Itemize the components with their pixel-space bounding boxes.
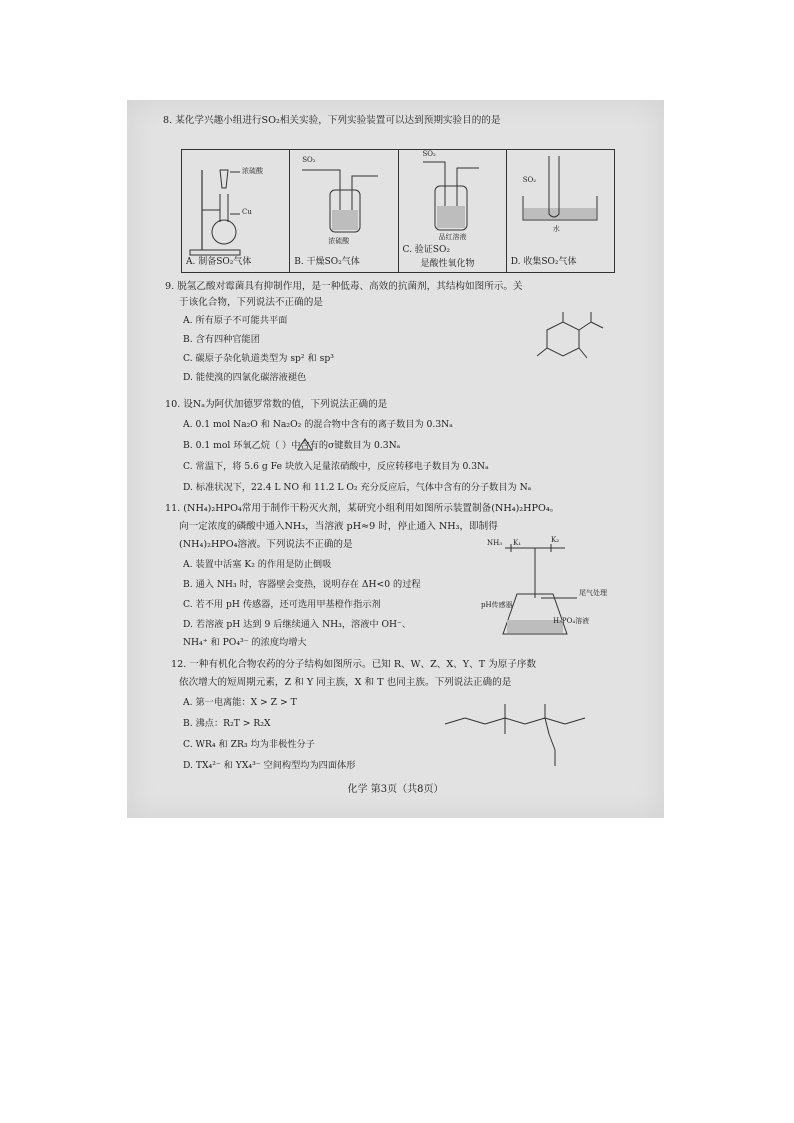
label-so2-b: SO₂ [302, 156, 316, 164]
q11-option-c[interactable]: C. 若不用 pH 传感器，还可选用甲基橙作指示剂 [183, 599, 381, 610]
q8-stem: 8. 某化学兴趣小组进行SO₂相关实验，下列实验装置可以达到预期实验目的的是 [163, 115, 501, 126]
label-h3po4-solution: H₃PO₄溶液 [553, 617, 590, 625]
apparatus-a-diagram [182, 150, 290, 272]
q9-option-c[interactable]: C. 碳原子杂化轨道类型为 sp² 和 sp³ [183, 353, 334, 364]
label-nh3: NH₃ [487, 539, 503, 547]
q11-stem-line1: 11. (NH₄)₂HPO₄常用于制作干粉灭火剂，某研究小组利用如图所示装置制备(NH₄)₂HPO₄。 [165, 503, 560, 514]
label-k2: K₂ [551, 536, 560, 544]
q10-option-b[interactable]: B. 0.1 mol 环氧乙烷（ ）中含有的σ键数目为 0.3Nₐ [183, 440, 401, 451]
label-conc-sulfuric-b: 浓硫酸 [328, 237, 350, 245]
label-cu: Cu [242, 208, 252, 216]
q12-option-a[interactable]: A. 第一电离能：X > Z > T [183, 697, 297, 708]
q9-option-a[interactable]: A. 所有原子不可能共平面 [183, 315, 288, 326]
dehydroacetic-acid-structure [527, 308, 607, 378]
label-conc-sulfuric: 浓硫酸 [242, 167, 263, 175]
q8-cell-d [507, 150, 614, 272]
exam-page-photo [127, 100, 664, 818]
q11-option-b[interactable]: B. 通入 NH₃ 时，容器壁会变热，说明存在 ΔH<0 的过程 [183, 579, 421, 590]
q8-option-d[interactable]: D. 收集SO₂气体 [510, 257, 577, 267]
q12-option-d[interactable]: D. TX₄²⁻ 和 YX₄³⁻ 空间构型均为四面体形 [183, 760, 356, 771]
label-tail-gas: 尾气处理 [579, 589, 607, 597]
q11-stem-line2: 向一定浓度的磷酸中通入NH₃，当溶液 pH≈9 时，停止通入 NH₃，即制得 [179, 521, 498, 532]
q12-option-c[interactable]: C. WR₄ 和 ZR₃ 均为非极性分子 [183, 739, 315, 750]
apparatus-b-diagram [290, 150, 398, 272]
q11-option-d-line2: NH₄⁺ 和 PO₄³⁻ 的浓度均增大 [183, 637, 307, 648]
label-k1: K₁ [513, 539, 522, 547]
q11-stem-line3: (NH₄)₂HPO₄溶液。下列说法不正确的是 [179, 539, 353, 550]
q12-stem-line2: 依次增大的短周期元素，Z 和 Y 同主族，X 和 T 也同主族。下列说法正确的是 [179, 677, 512, 688]
q9-option-b[interactable]: B. 含有四种官能团 [183, 334, 260, 345]
q12-stem-line1: 12. 一种有机化合物农药的分子结构如图所示。已知 R、W、Z、X、Y、T 为原子序数 [171, 659, 537, 670]
ethylene-oxide-icon [295, 437, 315, 453]
q10-option-d[interactable]: D. 标准状况下，22.4 L NO 和 11.2 L O₂ 充分反应后，气体中含有的分子数目为 Nₐ [183, 482, 532, 493]
q8-cell-c [399, 150, 507, 272]
q10-option-c[interactable]: C. 常温下，将 5.6 g Fe 块放入足量浓硝酸中，反应转移电子数目为 0.3Nₐ [183, 461, 489, 472]
q10-option-a[interactable]: A. 0.1 mol Na₂O 和 Na₂O₂ 的混合物中含有的离子数目为 0.3Nₐ [183, 419, 453, 430]
q9-stem-line1: 9. 脱氢乙酸对霉菌具有抑制作用，是一种低毒、高效的抗菌剂，其结构如图所示。关 [165, 281, 523, 292]
label-so2-d: SO₂ [522, 176, 537, 184]
label-so2-c: SO₂ [422, 150, 436, 158]
q8-option-b[interactable]: B. 干燥SO₂气体 [294, 257, 360, 267]
q9-stem-line2: 于该化合物，下列说法不正确的是 [179, 297, 323, 308]
q12-option-b[interactable]: B. 沸点：R₂T > R₂X [183, 718, 271, 729]
q11-option-d[interactable]: D. 若溶液 pH 达到 9 后继续通入 NH₃，溶液中 OH⁻、 [183, 619, 412, 630]
q9-option-d[interactable]: D. 能使溴的四氯化碳溶液褪色 [183, 372, 307, 383]
q12-molecule-structure [425, 694, 611, 774]
q8-cell-b [290, 150, 398, 272]
q8-option-c[interactable]: C. 验证SO₂ [402, 245, 450, 255]
label-water: 水 [552, 225, 560, 233]
q11-option-a[interactable]: A. 装置中活塞 K₂ 的作用是防止倒吸 [183, 559, 332, 570]
q8-option-c-line2: 是酸性氧化物 [420, 259, 475, 269]
q10-stem: 10. 设Nₐ为阿伏加德罗常数的值，下列说法正确的是 [165, 399, 388, 410]
label-magenta-solution: 品红溶液 [438, 233, 467, 241]
apparatus-d-diagram [507, 150, 615, 272]
page-footer: 化学 第3页（共8页） [347, 784, 444, 795]
q8-option-a[interactable]: A. 制备SO₂气体 [186, 257, 252, 267]
q8-apparatus-table [181, 149, 615, 273]
label-ph-sensor: pH传感器 [481, 601, 513, 609]
q8-cell-a [182, 150, 290, 272]
